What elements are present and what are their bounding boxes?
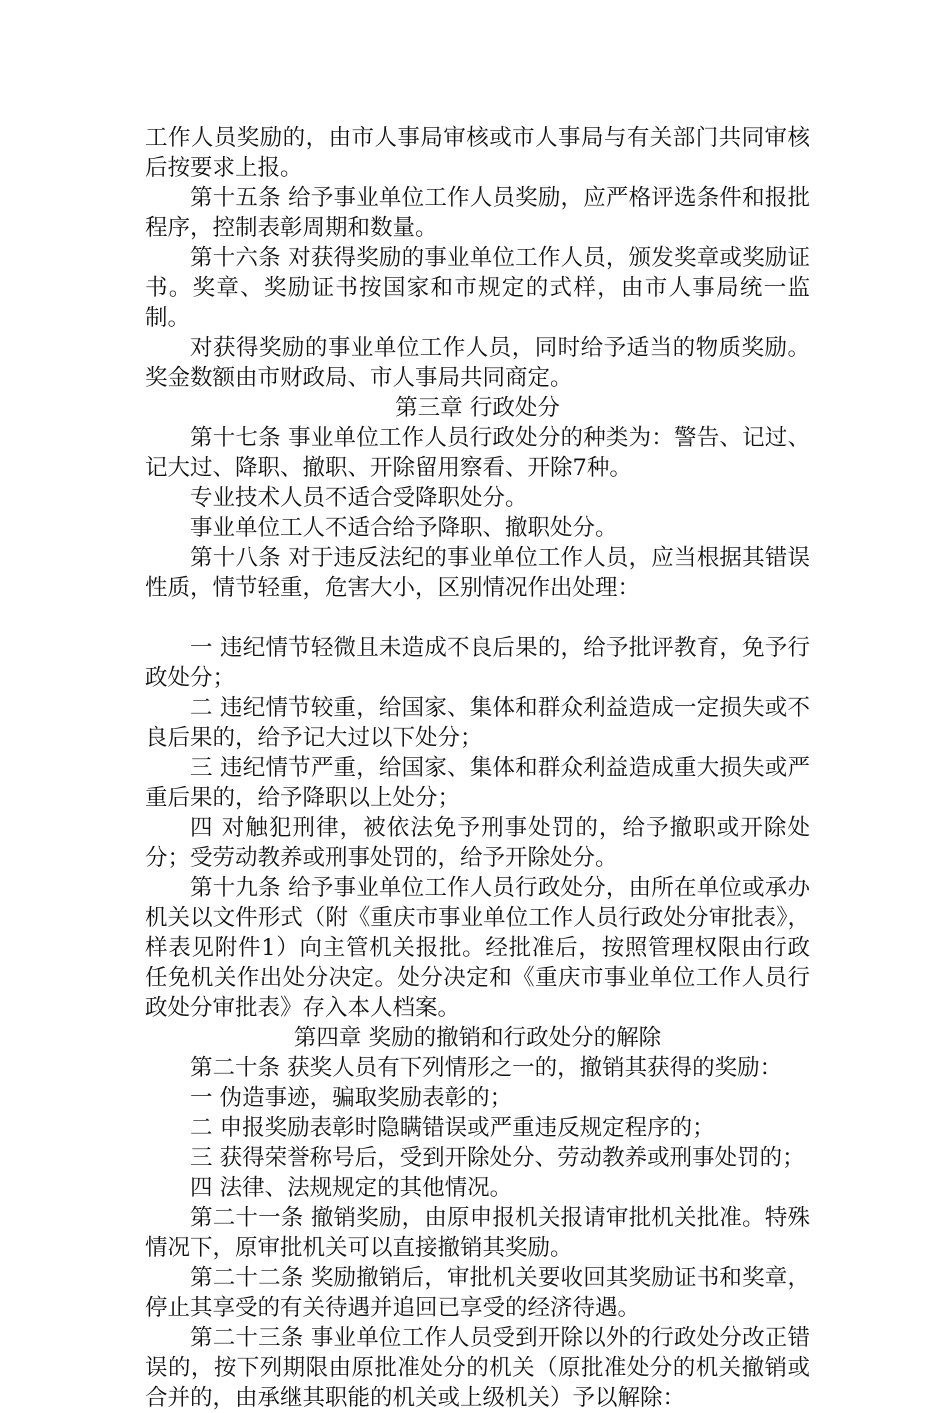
- article-18: 第十八条 对于违反法纪的事业单位工作人员，应当根据其错误性质，情节轻重，危害大小，区别情况作出处理：: [145, 545, 810, 601]
- article-20-item-1: 一 伪造事迹，骗取奖励表彰的；: [190, 1085, 513, 1111]
- document-page: [145, 123, 810, 1413]
- article-20-item-4: 四 法律、法规规定的其他情况。: [190, 1175, 513, 1201]
- article-15: 第十五条 给予事业单位工作人员奖励，应严格评选条件和报批程序，控制表彰周期和数量。: [145, 185, 810, 241]
- article-23: 第二十三条 事业单位工作人员受到开除以外的行政处分改正错误的，按下列期限由原批准处分的机关（原批准处分的机关撤销或合并的，由承继其职能的机关或上级机关）予以解除：: [145, 1325, 810, 1411]
- blank-line: [145, 603, 810, 633]
- article-22: 第二十二条 奖励撤销后，审批机关要收回其奖励证书和奖章，停止其享受的有关待遇并追回已享受的经济待遇。: [145, 1265, 810, 1321]
- paragraph-1: 工作人员奖励的，由市人事局审核或市人事局与有关部门共同审核后按要求上报。: [145, 125, 810, 181]
- article-17-workers: 事业单位工人不适合给予降职、撤职处分。: [190, 515, 618, 541]
- article-17-technical-staff: 专业技术人员不适合受降职处分。: [190, 485, 528, 511]
- article-19: 第十九条 给予事业单位工作人员行政处分，由所在单位或承办机关以文件形式（附《重庆市事业单位工作人员行政处分审批表》，样表见附件1）向主管机关报批。经批准后，按照管理权限由行政任免机关作出处分决定。处分决定和《重庆市事业单位工作人员行政处分审批表》存入本人档案。: [145, 875, 810, 1021]
- article-18-item-4: 四 对触犯刑律，被依法免予刑事处罚的，给予撤职或开除处分；受劳动教养或刑事处罚的，给予开除处分。: [145, 815, 810, 871]
- chapter-3-heading: 第三章 行政处分: [395, 395, 560, 421]
- article-16-material-reward: 对获得奖励的事业单位工作人员，同时给予适当的物质奖励。奖金数额由市财政局、市人事局共同商定。: [145, 335, 810, 391]
- article-17: 第十七条 事业单位工作人员行政处分的种类为：警告、记过、记大过、降职、撤职、开除留用察看、开除7种。: [145, 425, 810, 481]
- article-20: 第二十条 获奖人员有下列情形之一的，撤销其获得的奖励：: [190, 1055, 783, 1081]
- article-20-item-3: 三 获得荣誉称号后，受到开除处分、劳动教养或刑事处罚的；: [190, 1145, 805, 1171]
- article-18-item-2: 二 违纪情节较重，给国家、集体和群众利益造成一定损失或不良后果的，给予记大过以下处分；: [145, 695, 810, 751]
- article-16: 第十六条 对获得奖励的事业单位工作人员，颁发奖章或奖励证书。奖章、奖励证书按国家和市规定的式样，由市人事局统一监制。: [145, 245, 810, 331]
- article-18-item-1: 一 违纪情节轻微且未造成不良后果的，给予批评教育，免予行政处分；: [145, 635, 810, 691]
- article-21: 第二十一条 撤销奖励，由原申报机关报请审批机关批准。特殊情况下，原审批机关可以直接撤销其奖励。: [145, 1205, 810, 1261]
- article-18-item-3: 三 违纪情节严重，给国家、集体和群众利益造成重大损失或严重后果的，给予降职以上处分；: [145, 755, 810, 811]
- chapter-4-heading: 第四章 奖励的撤销和行政处分的解除: [293, 1025, 662, 1051]
- article-20-item-2: 二 申报奖励表彰时隐瞒错误或严重违反规定程序的；: [190, 1115, 715, 1141]
